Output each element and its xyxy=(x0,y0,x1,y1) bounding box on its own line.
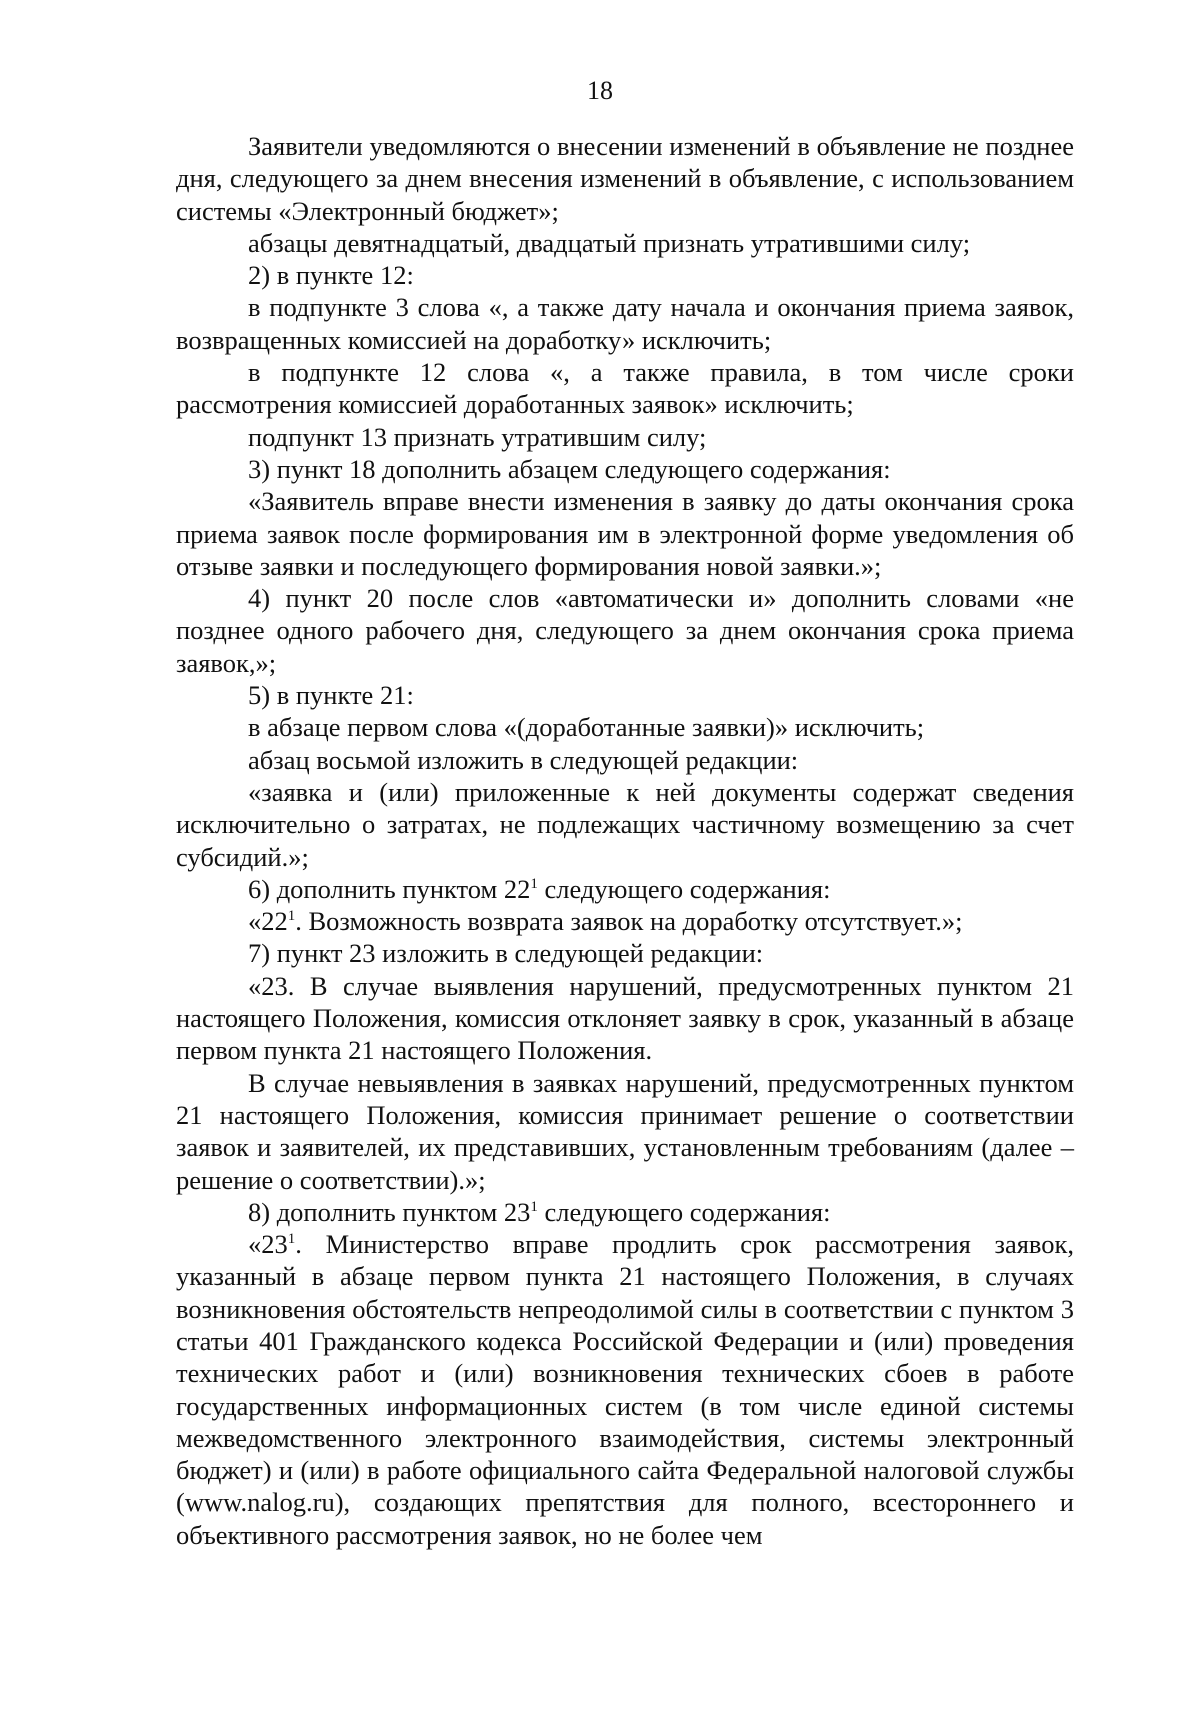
paragraph: «заявка и (или) приложенные к ней документы содержат сведения исключительно о затратах, не подлежащих частичному возмещению за счет субсидий.»; xyxy=(176,776,1074,872)
superscript: 1 xyxy=(287,908,296,925)
paragraph-text: 8) дополнить пунктом 23 xyxy=(248,1196,531,1227)
paragraph-add-point-22-1 xyxy=(176,873,1074,905)
paragraph-text: «23 xyxy=(248,1229,288,1260)
paragraph: подпункт 13 признать утратившим силу; xyxy=(248,421,707,452)
paragraph-text: 6) дополнить пунктом 22 xyxy=(248,873,531,904)
superscript: 1 xyxy=(530,1198,538,1215)
document-body xyxy=(176,130,1074,1551)
paragraph-point-22-1 xyxy=(176,905,1074,937)
superscript: 1 xyxy=(287,1231,296,1248)
paragraph: в подпункте 3 слова «, а также дату начала и окончания приема заявок, возвращенных комиссией на доработку» исключить; xyxy=(176,292,1074,355)
paragraph: 4) пункт 20 после слов «автоматически и» дополнить словами «не позднее одного рабочего дня, следующего за днем окончания срока приема заявок,»; xyxy=(176,583,1074,678)
paragraph: абзац восьмой изложить в следующей редакции: xyxy=(248,744,799,775)
paragraph: 7) пункт 23 изложить в следующей редакции: xyxy=(248,938,764,969)
paragraph: абзацы девятнадцатый, двадцатый признать утратившими силу; xyxy=(248,227,971,258)
superscript: 1 xyxy=(530,876,538,892)
paragraph: 3) пункт 18 дополнить абзацем следующего содержания: xyxy=(248,453,891,484)
paragraph: 5) в пункте 21: xyxy=(248,680,414,711)
paragraph-text: . Министерство вправе продлить срок рассмотрения заявок, указанный в абзаце первом пункта 21 настоящего Положения, в случаях возникновения обстоятельств непреодолимой силы в соответствии с пунктом 3 статьи 401 Гражданского кодекса Российской Федерации и (или) проведения технических работ и (или) возникновения технических сбоев в работе государственных информационных систем (в том числе единой системы межведомственного электронного взаимодействия, системы электронный бюджет) и (или) в работе официального сайта Федеральной налоговой службы (www.nalog.ru), создающих препятствия для полного, всестороннего и объективного рассмотрения заявок, но не более чем xyxy=(176,1229,1074,1550)
paragraph: В случае невыявления в заявках нарушений, предусмотренных пунктом 21 настоящего Положения, комиссия принимает решение о соответствии заявок и заявителей, их представивших, установленным требованиям (далее – решение о соответствии).»; xyxy=(176,1067,1074,1195)
page-number: 18 xyxy=(587,76,613,105)
paragraph-add-point-23-1 xyxy=(176,1196,1074,1228)
paragraph: «23. В случае выявления нарушений, предусмотренных пунктом 21 настоящего Положения, комиссия отклоняет заявку в срок, указанный в абзаце первом пункта 21 настоящего Положения. xyxy=(176,970,1074,1066)
paragraph-text: следующего содержания: xyxy=(537,1196,831,1227)
paragraph: в подпункте 12 слова «, а также правила, в том числе сроки рассмотрения комиссией доработанных заявок» исключить; xyxy=(176,357,1074,420)
paragraph: Заявители уведомляются о внесении изменений в объявление не позднее дня, следующего за днем внесения изменений в объявление, с использованием системы «Электронный бюджет»; xyxy=(176,131,1074,226)
paragraph-text: следующего содержания: xyxy=(537,873,831,904)
paragraph-text: «22 xyxy=(248,906,288,937)
paragraph: в абзаце первом слова «(доработанные заявки)» исключить; xyxy=(248,712,925,743)
paragraph-point-23-1 xyxy=(176,1228,1074,1551)
paragraph: «Заявитель вправе внести изменения в заявку до даты окончания срока приема заявок после формирования им в электронной форме уведомления об отзыве заявки и последующего формирования новой заявки.»; xyxy=(176,486,1074,581)
paragraph-text: . Возможность возврата заявок на доработку отсутствует.»; xyxy=(295,906,963,937)
paragraph: 2) в пункте 12: xyxy=(248,260,414,291)
